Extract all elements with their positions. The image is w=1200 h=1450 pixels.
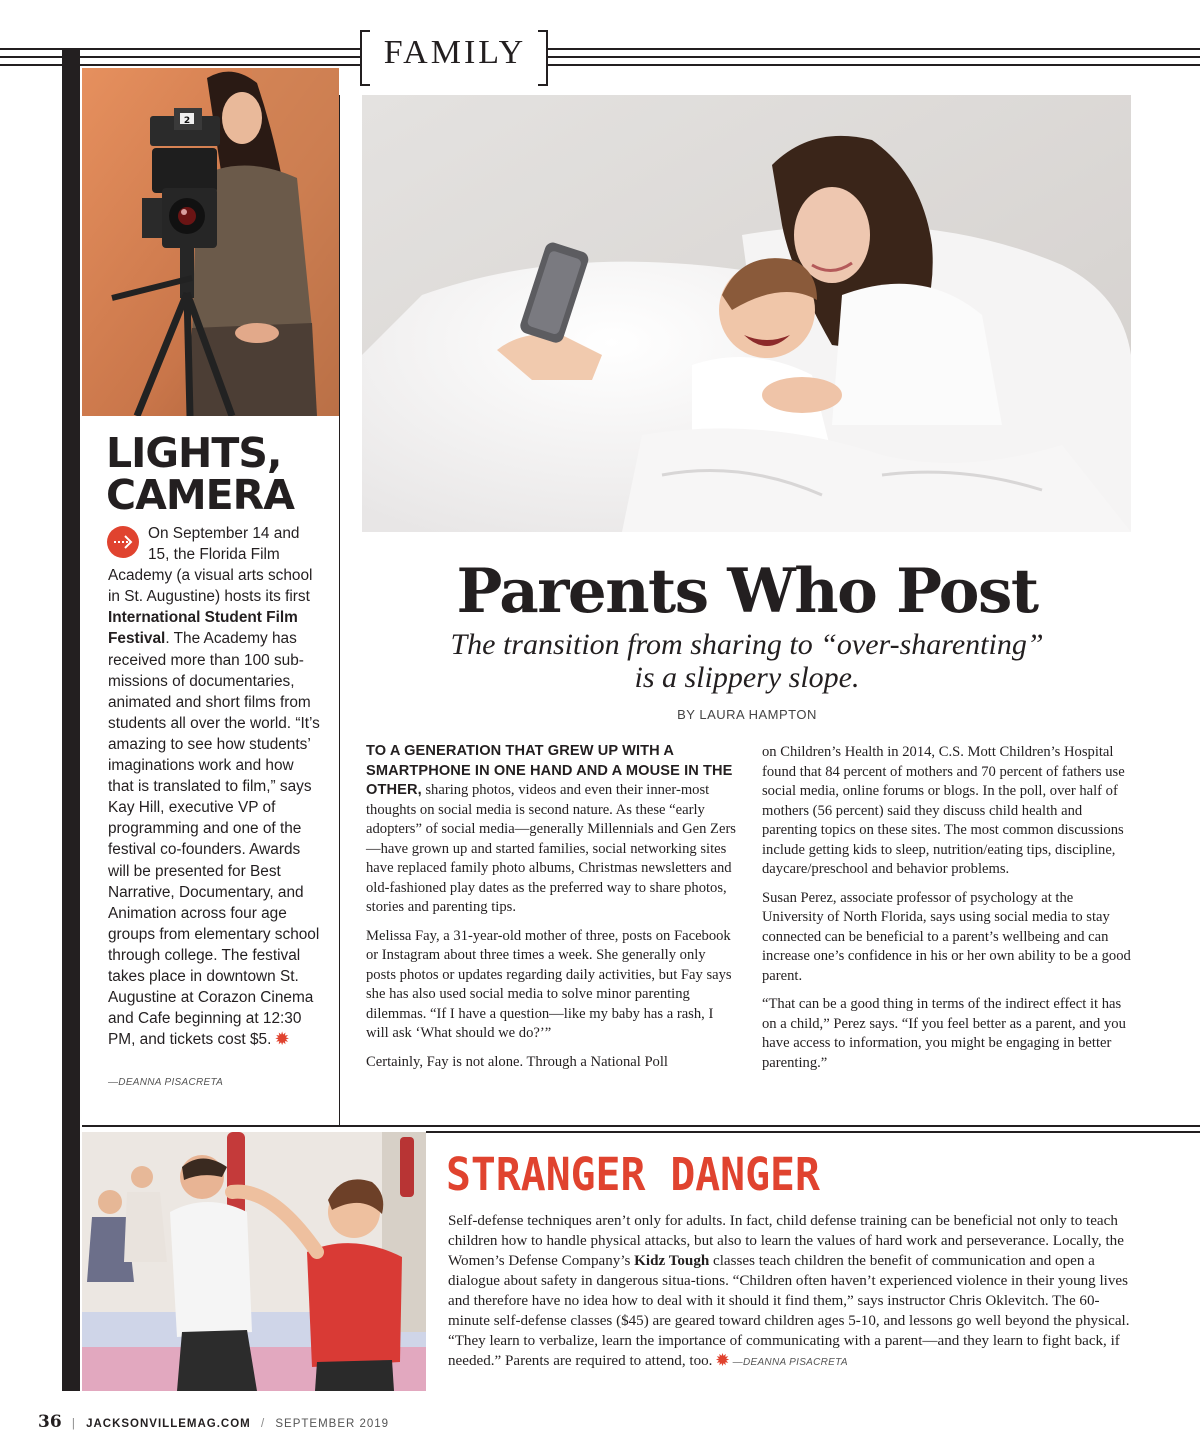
article-col2-p2: Susan Perez, associate professor of psychology at the University of North Florida, says using social media to stay connected can be beneficial to a parent’s wellbeing and can increase one’s confidence in his or her own ability to be a good parent. [762, 889, 1131, 984]
sidebar-festival-name: International Student Film Festival [108, 609, 298, 648]
stranger-end-star-icon: ✹ [716, 1353, 729, 1369]
self-defense-class-photo [82, 1132, 426, 1391]
sidebar-headline [106, 429, 336, 519]
section-rule-2 [426, 1131, 1200, 1133]
page-footer [38, 1412, 389, 1432]
section-bracket-right [538, 30, 548, 86]
footer-divider: | [71, 1418, 76, 1430]
end-star-icon: ✹ [275, 1031, 289, 1049]
sidebar-text-1: On September 14 and 15, the Florida Film Academy (a visual arts school in St. Augustine) hosts its first [108, 525, 313, 606]
article-column-2 [762, 743, 1134, 1082]
stranger-credit: —DEANNA PISACRETA [732, 1357, 848, 1368]
section-rule-1 [82, 1125, 1200, 1127]
stranger-program-name: Kidz Tough [634, 1253, 710, 1269]
stranger-text-2: classes teach children the benefit of communication and open a dialogue about safety in dangerous situa-tions. “Children often haven’t experienced violence in their young lives and therefore have no idea how to deal with it should it find them,” says instructor Chris Oklevitch. The 60-minute self-defense classes ($45) are geared toward children ages 5-10, and lessons go well beyond the physical. “They learn to verbalize, learn the importance of communicating with a parent—and they learn to fight back, if needed.” Parents are required to attend, too. [448, 1253, 1130, 1369]
article-dek-line1: The transition from sharing to “over-sharenting” [450, 628, 1044, 661]
sidebar-headline-line2: CAMERA [106, 471, 294, 519]
stranger-text-1: Self-defense techniques aren’t only for adults. In fact, child defense training can be beneficial not only to teach children how to handle physical attacks, but also to learn the values of hard work and perseverance. Locally, the Women’s Defense Company’s [448, 1213, 1124, 1269]
article-column-1 [366, 742, 737, 1081]
article-paragraph [366, 742, 737, 918]
header-rule-left-3 [0, 64, 360, 66]
article-byline: BY LAURA HAMPTON [677, 707, 817, 722]
stranger-danger-title: STRANGER DANGER [446, 1148, 820, 1201]
sidebar-divider [339, 95, 340, 1125]
page-number: 36 [38, 1412, 62, 1432]
footer-site: JACKSONVILLEMAG.COM [86, 1418, 251, 1430]
section-label: FAMILY [383, 34, 527, 71]
footer-date: SEPTEMBER 2019 [275, 1418, 390, 1430]
sidebar-credit: —DEANNA PISACRETA [108, 1077, 224, 1088]
mother-son-selfie-photo [362, 95, 1131, 532]
article-dek [362, 628, 1132, 694]
sidebar-text-2: . The Academy has received more than 100 sub-missions of documentaries, animated and short films from students all over the world. “It’s amazing to see how students’ imaginations work and how that is translated to film,” says Kay Hill, executive VP of programming and one of the festival co-founders. Awards will be presented for Best Narrative, Documentary, and Animation across four age groups from elementary school through college. The festival takes place in downtown St. Augustine at Corazon Cinema and Cafe beginning at 12:30 PM, and tickets cost $5. [108, 630, 320, 1049]
article-dek-line2: is a slippery slope. [634, 661, 860, 694]
sidebar-headline-line1: LIGHTS, [106, 429, 282, 477]
stranger-danger-body [448, 1211, 1132, 1373]
footer-slash: / [260, 1418, 266, 1430]
left-vertical-bar [62, 48, 80, 1391]
section-bracket-left [360, 30, 370, 86]
article-lead-in: TO A GENERATION THAT GREW UP WITH A SMARTPHONE IN ONE HAND AND A MOUSE IN THE OTHER, [366, 743, 733, 798]
sidebar-body [108, 523, 323, 1050]
article-col1-p1: sharing photos, videos and even their inner-most thoughts on social media is second nature. As these “early adopters” of social media—generally Millennials and Gen Zers—have grown up and started families, social networking sites have replaced family photo albums, Christmas newsletters and old-fashioned play dates as the preferred way to share photos, stories and parenting tips. [366, 782, 736, 915]
camera-operator-photo [82, 68, 339, 416]
header-rule-left-1 [0, 48, 360, 50]
article-title: Parents Who Post [456, 556, 1038, 627]
article-col1-p2: Melissa Fay, a 31-year-old mother of three, posts on Facebook or Instagram about three times a week. She generally only posts photos or updates regarding daily activities, but Fay says she has also used social media to solve minor parenting dilemmas. “If I have a question—like my baby has a rash, I will ask ‘What should we do?’” [366, 927, 732, 1041]
header-rule-right-3 [548, 64, 1200, 66]
article-col2-p3: “That can be a good thing in terms of the indirect effect it has on a child,” Perez says. “If you feel better as a parent, and you have access to information, you might be engaging in better parenting.” [762, 996, 1126, 1071]
header-rule-right-2 [548, 56, 1200, 58]
header-rule-left-2 [0, 56, 360, 58]
camera-number-label: 2 [183, 116, 191, 126]
article-col1-p3: Certainly, Fay is not alone. Through a National Poll [366, 1053, 668, 1070]
article-col2-p1: on Children’s Health in 2014, C.S. Mott Children’s Hospital found that 84 percent of mothers and 70 percent of fathers use social media, online forums or blogs. In the poll, over half of mothers (56 percent) said they discuss child health and parenting topics on these sites. The most common discussions include getting kids to sleep, nutrition/eating tips, discipline, daycare/preschool and behavior problems. [762, 744, 1125, 877]
header-rule-right-1 [548, 48, 1200, 50]
